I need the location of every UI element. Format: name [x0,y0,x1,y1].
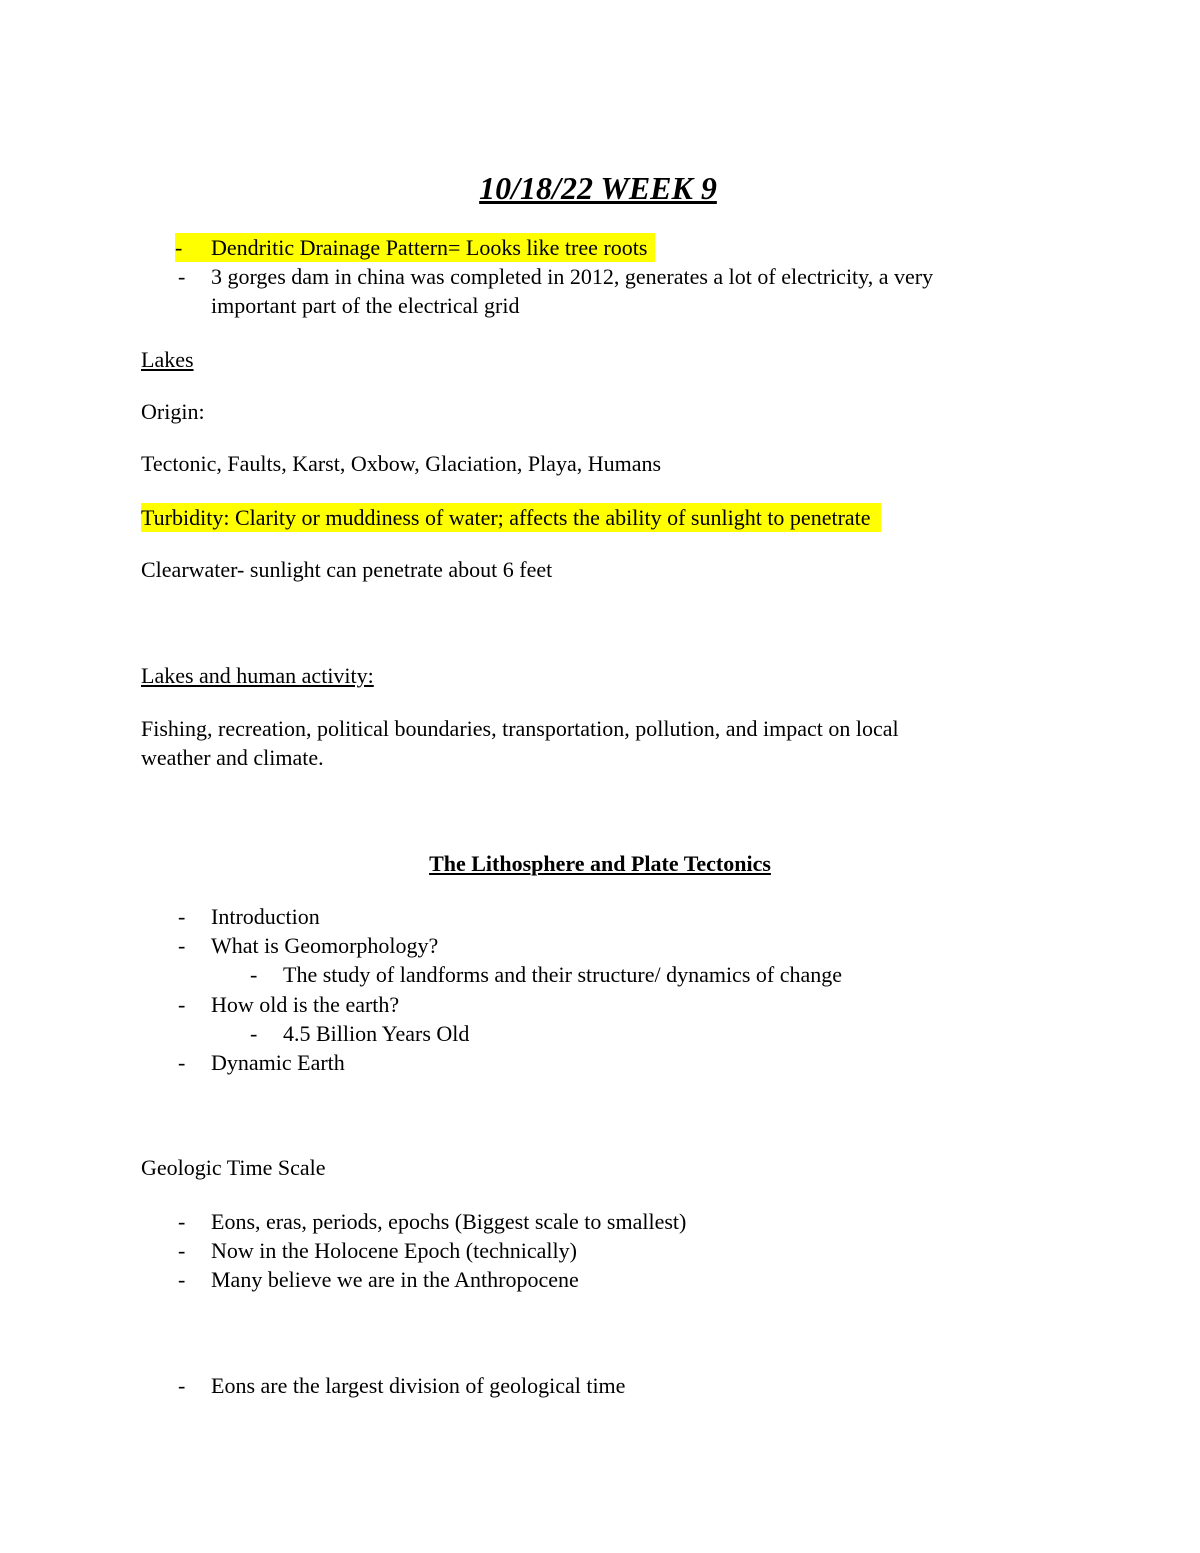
bullet-dash: - [178,1050,186,1075]
bullet-dash: - [178,1267,186,1292]
list-item: Eons are the largest division of geological time [211,1373,626,1398]
list-item-sub: 4.5 Billion Years Old [283,1021,470,1046]
bullet-dash: - [175,233,211,262]
list-item: How old is the earth? [211,992,400,1017]
list-item: Eons, eras, periods, epochs (Biggest scale to smallest) [211,1209,687,1234]
clearwater-note: Clearwater- sunlight can penetrate about 6 feet [141,557,553,582]
bullet-dash: - [178,1373,186,1398]
turbidity-definition: Turbidity: Clarity or muddiness of water; affects the ability of sunlight to penetrate [141,503,881,532]
bullet-dash: - [250,962,258,987]
origin-label: Origin: [141,399,205,424]
list-item: Many believe we are in the Anthropocene [211,1267,579,1292]
lakes-human-text-cont: weather and climate. [141,745,324,770]
geologic-heading: Geologic Time Scale [141,1155,326,1180]
bullet-dash: - [178,933,186,958]
bullet-dash: - [178,1238,186,1263]
origin-list: Tectonic, Faults, Karst, Oxbow, Glaciation, Playa, Humans [141,451,662,476]
list-item: Now in the Holocene Epoch (technically) [211,1238,577,1263]
lakes-human-text: Fishing, recreation, political boundaries, transportation, pollution, and impact on local [141,716,899,741]
lakes-heading: Lakes [141,347,194,372]
bullet-dash: - [178,992,186,1017]
bullet-three-gorges: 3 gorges dam in china was completed in 2012, generates a lot of electricity, a very [211,264,934,289]
page-title: 10/18/22 WEEK 9 [479,170,717,206]
bullet-dash: - [178,264,186,289]
bullet-three-gorges-cont: important part of the electrical grid [211,293,520,318]
list-item-sub: The study of landforms and their structure/ dynamics of change [283,962,843,987]
bullet-dash: - [178,904,186,929]
bullet-dendritic: Dendritic Drainage Pattern= Looks like tree roots [211,233,655,262]
bullet-dash: - [250,1021,258,1046]
list-item: What is Geomorphology? [211,933,439,958]
list-item: Introduction [211,904,320,929]
lithosphere-heading: The Lithosphere and Plate Tectonics [429,851,771,876]
lakes-human-heading: Lakes and human activity: [141,663,374,688]
bullet-dash: - [178,1209,186,1234]
list-item: Dynamic Earth [211,1050,345,1075]
